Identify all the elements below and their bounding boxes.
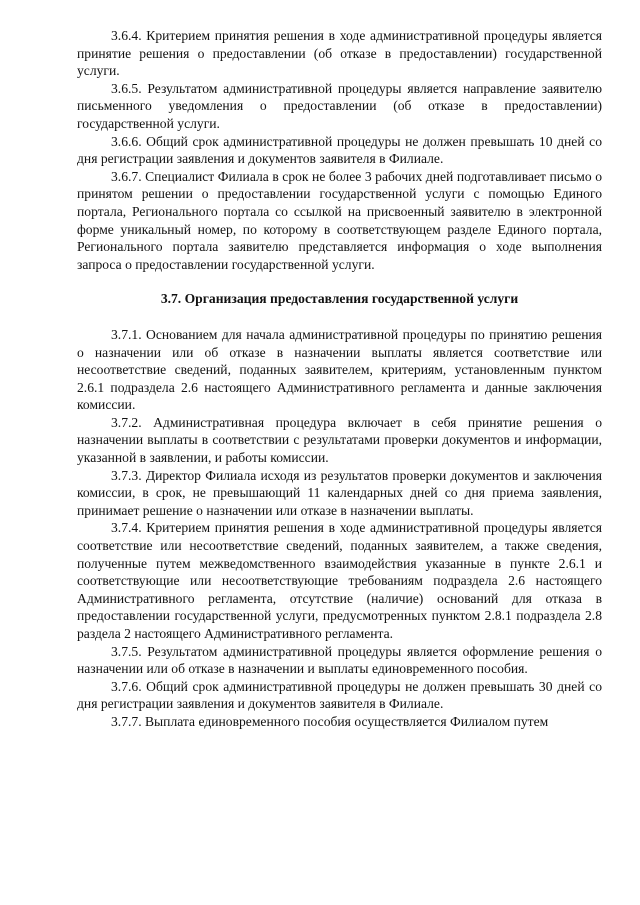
paragraph-3-7-3: 3.7.3. Директор Филиала исходя из результатов проверки документов и заключения комиссии, в срок, не превышающий 11 календарных дней со дня приема заявления, принимает решение о назначении или отказе в назначении выплаты. bbox=[77, 467, 602, 518]
paragraph-3-7-2: 3.7.2. Административная процедура включает в себя принятие решения о назначении выплаты в соответствии с результатами проверки документов и информации, указанной в заявлении, и работы комиссии. bbox=[77, 414, 602, 466]
paragraph-3-7-6: 3.7.6. Общий срок административной процедуры не должен превышать 30 дней со дня регистрации заявления и документов заявителя в Филиале. bbox=[77, 678, 602, 712]
paragraph-3-6-5: 3.6.5. Результатом административной процедуры является направление заявителю письменного уведомления о предоставлении (об отказе в предоставлении) государственной услуги. bbox=[77, 80, 602, 131]
paragraph-3-6-6: 3.6.6. Общий срок административной процедуры не должен превышать 10 дней со дня регистрации заявления и документов заявителя в Филиале. bbox=[77, 133, 602, 167]
paragraph-3-7-1: 3.7.1. Основанием для начала административной процедуры по принятию решения о назначении или об отказе в назначении выплаты является соответствие или несоответствие сведений, поданных заявителем, критериям, установленным пунктом 2.6.1 подраздела 2.6 настоящего Административного регламента и данные заключения комиссии. bbox=[77, 326, 602, 413]
paragraph-3-6-4: 3.6.4. Критерием принятия решения в ходе административной процедуры является принятие решения о предоставлении (об отказе в предоставлении) государственной услуги. bbox=[77, 28, 602, 79]
paragraph-3-7-4: 3.7.4. Критерием принятия решения в ходе административной процедуры является соответствие или несоответствие сведений, поданных заявителем, а также сведения, полученные путем межведомственного взаимодействия указанные в пункте 2.6.1 и соответствующие или несоответствующие требованиям подраздела 2.6 настоящего Административного регламента, отсутствие (наличие) оснований для отказа в предоставлении государственной услуги, предусмотренных пунктом 2.8.1 подраздела 2.8 раздела 2 настоящего Административного регламента. bbox=[77, 520, 602, 641]
paragraph-3-7-5: 3.7.5. Результатом административной процедуры является оформление решения о назначении или об отказе в назначении и выплаты единовременного пособия. bbox=[77, 643, 602, 677]
section-heading-3-7: 3.7. Организация предоставления государственной услуги bbox=[160, 291, 519, 307]
paragraph-3-6-7: 3.6.7. Специалист Филиала в срок не более 3 рабочих дней подготавливает письмо о принятом решении о предоставлении государственной услуги с помощью Единого портала, Регионального портала со ссылкой на присвоенный заявителю в электронной форме уникальный номер, по которому в соответствующем разделе Единого портала, Регионального портала заявителю представляется информация о ходе выполнения запроса о предоставлении государственной услуги. bbox=[77, 168, 602, 272]
paragraph-3-7-7: 3.7.7. Выплата единовременного пособия осуществляется Филиалом путем bbox=[111, 713, 549, 729]
document-page bbox=[77, 27, 602, 731]
